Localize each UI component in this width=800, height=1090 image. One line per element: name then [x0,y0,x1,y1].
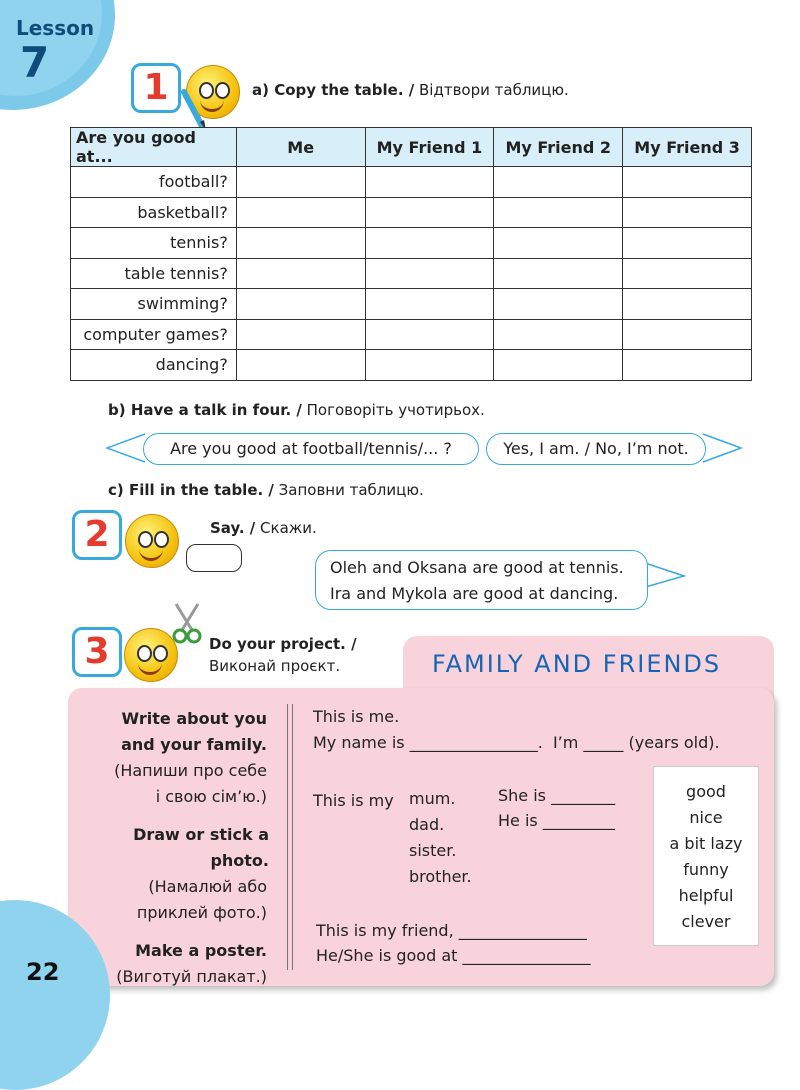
table-row [71,258,752,289]
table-row-label: tennis? [71,228,237,259]
exercise-1a-instruction: a) Copy the table. / Відтвори таблицю. [252,81,569,99]
family-member: brother. [409,867,472,886]
exercise-1c-instruction: c) Fill in the table. / Заповни таблицю. [108,481,424,499]
exercise-1-number: 1 [131,63,181,113]
draw-photo-uk2: приклей фото.) [136,903,267,922]
answer-bubble: Yes, I am. / No, I’m not. [486,433,706,465]
table-row-label: swimming? [71,289,237,320]
speech-line-1: Oleh and Oksana are good at tennis. [330,558,624,577]
draw-photo-line: Draw or stick a photo. [133,825,269,870]
table-header: My Friend 2 [494,128,623,167]
table-header: My Friend 3 [623,128,752,167]
poster-this-is-my: This is my [313,791,394,810]
table-header: My Friend 1 [365,128,494,167]
table-row [71,289,752,320]
adjective: nice [689,808,723,827]
poster-divider [287,704,293,970]
speech-line-2: Ira and Mykola are good at dancing. [330,584,619,603]
table-row-label: computer games? [71,319,237,350]
adjective: good [686,782,726,801]
write-about-line2: and your family. [121,735,267,754]
table-row-label: table tennis? [71,258,237,289]
poster-he-is: He is _________ [498,811,615,830]
make-poster-line: Make a poster. [135,941,267,960]
exercise-3-instruction: Do your project. / Виконай проєкт. [209,635,357,675]
poster-she-is: She is ________ [498,786,616,805]
exercise-3-number: 3 [72,627,122,677]
poster-family-list [409,786,472,890]
draw-photo-uk1: (Намалюй або [148,877,267,896]
family-member: dad. [409,815,445,834]
question-bubble: Are you good at football/tennis/... ? [143,433,479,465]
page-number: 22 [26,958,60,986]
poster-good-at-line: He/She is good at ________________ [316,946,591,965]
poster-title: FAMILY AND FRIENDS [432,650,722,678]
make-poster-uk: (Виготуй плакат.) [116,967,267,986]
table-row [71,319,752,350]
write-about-line1: Write about you [121,709,267,728]
adjective: a bit lazy [669,834,743,853]
table-row [71,228,752,259]
table-row [71,350,752,381]
lesson-badge-inner [0,0,102,96]
lesson-number: 7 [20,38,50,87]
poster-left-column [74,706,267,990]
table-row-label: dancing? [71,350,237,381]
family-member: sister. [409,841,457,860]
poster-friend-line: This is my friend, ________________ [316,921,587,940]
lesson-label: Lesson [16,16,95,40]
family-member: mum. [409,789,456,808]
table-row-label: football? [71,167,237,198]
table-row [71,167,752,198]
adjective: helpful [678,886,734,905]
skills-table [70,127,752,381]
adjective: funny [683,860,729,879]
exercise-2-instruction: Say. / Скажи. [210,519,317,537]
table-row [71,197,752,228]
smiley-speaking-icon [125,514,179,568]
poster-name-line: My name is ________________. I’m _____ (years old). [313,733,720,752]
write-about-uk2: і свою сім’ю.) [155,787,267,806]
adjective: clever [681,912,731,931]
table-header: Are you good at... [71,128,237,167]
scissors-icon [168,600,208,648]
exercise-2-number: 2 [72,510,122,560]
table-header-row [71,128,752,167]
pencil-icon [176,88,212,132]
table-header: Me [236,128,365,167]
poster-this-is-me: This is me. [313,707,400,726]
adjectives-box [653,766,759,946]
write-about-uk1: (Напиши про себе [114,761,267,780]
table-row-label: basketball? [71,197,237,228]
exercise-1b-instruction: b) Have a talk in four. / Поговоріть учотирьох. [108,401,485,419]
speech-bubble-icon [186,544,242,572]
speech-bubble [315,550,648,610]
